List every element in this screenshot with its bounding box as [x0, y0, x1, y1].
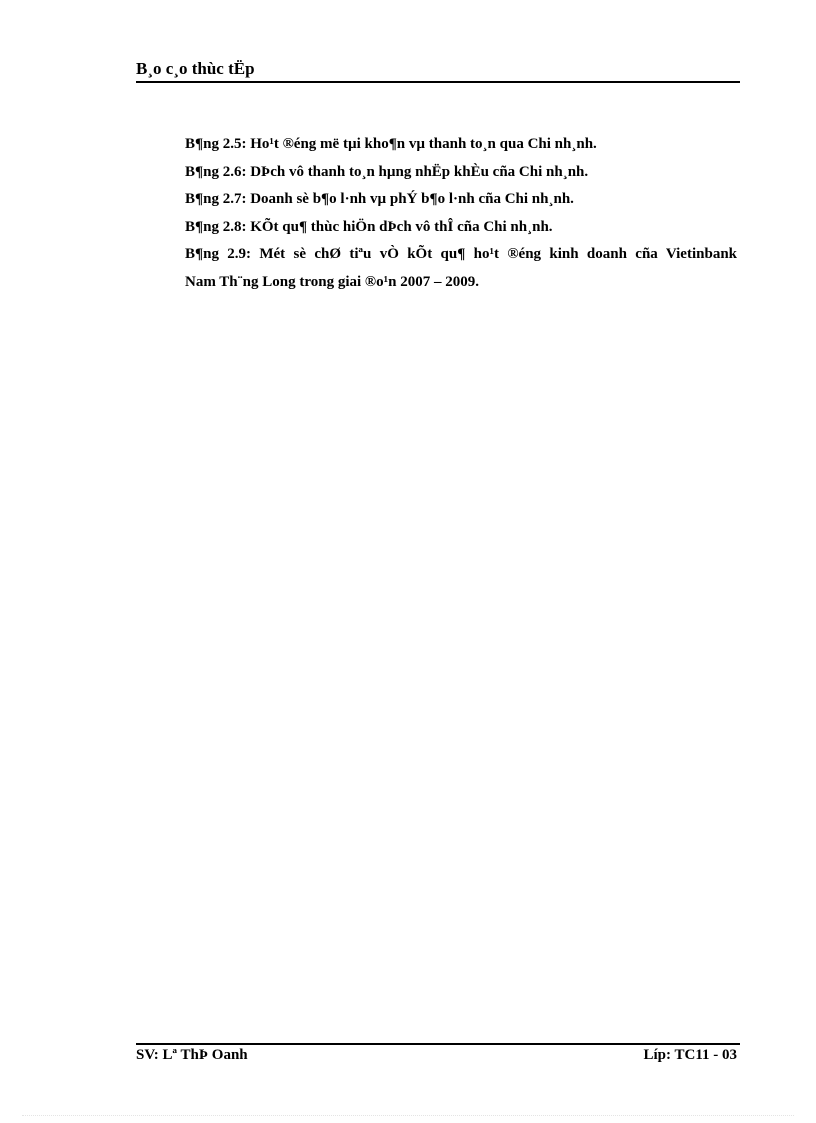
table-list-item-continuation: Nam Th¨ng Long trong giai ®o¹n 2007 – 2009.: [185, 273, 479, 290]
table-list-item: B¶ng 2.7: Doanh sè b¶o l·nh vµ phÝ b¶o l·nh cña Chi nh¸nh.: [185, 191, 574, 207]
footer-divider: [136, 1043, 740, 1045]
footer-student-name: SV: Lª ThÞ Oanh: [136, 1047, 248, 1063]
table-list-item: B¶ng 2.8: KÕt qu¶ thùc hiÖn dÞch vô thÎ cña Chi nh¸nh.: [185, 218, 553, 235]
table-list: [185, 131, 737, 296]
header-title: B¸o c¸o thùc tËp: [136, 59, 255, 78]
page-header: [136, 57, 740, 83]
table-list-item: B¶ng 2.9: Mét sè chØ tiªu vÒ kÕt qu¶ ho¹t ®éng kinh doanh cña Vietinbank: [185, 246, 737, 262]
footer-class-code: Líp: TC11 - 03: [643, 1047, 737, 1063]
table-list-item: B¶ng 2.6: DÞch vô thanh to¸n hµng nhËp khÈu cña Chi nh¸nh.: [185, 163, 589, 180]
page-bottom-border: [22, 1115, 794, 1116]
table-list-item: B¶ng 2.5: Ho¹t ®éng më tµi kho¶n vµ thanh to¸n qua Chi nh¸nh.: [185, 136, 597, 152]
